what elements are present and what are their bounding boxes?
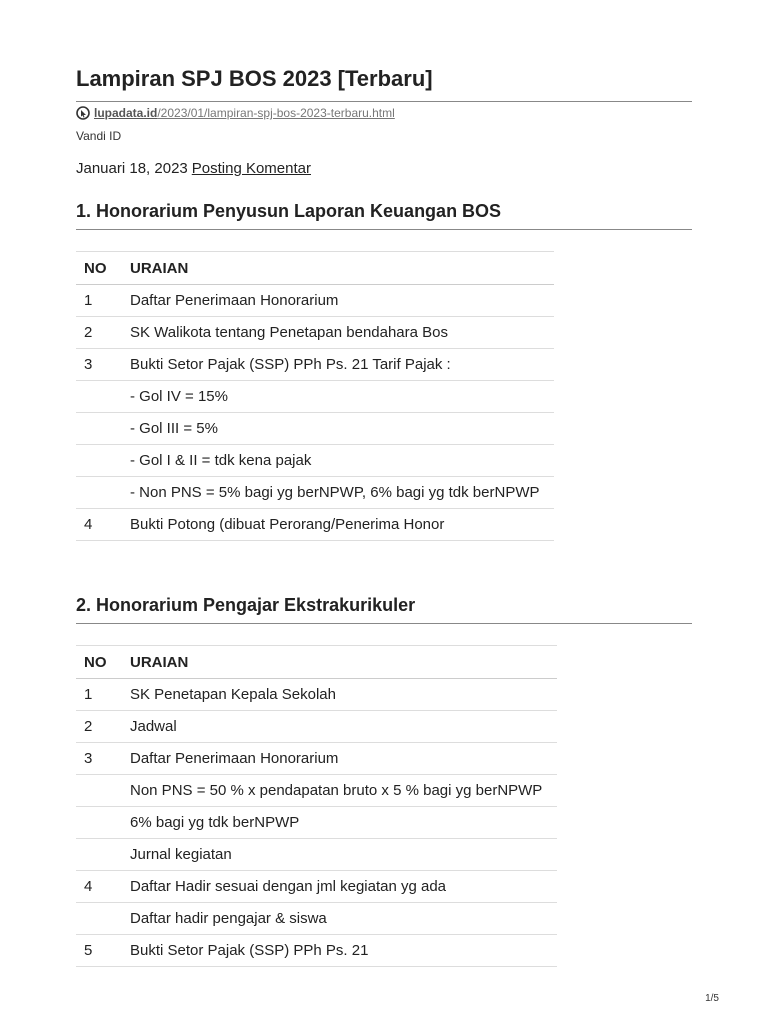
row-number: 3 [76, 349, 130, 381]
row-uraian: Daftar Hadir sesuai dengan jml kegiatan yg ada [130, 871, 557, 903]
row-uraian: Bukti Potong (dibuat Perorang/Penerima Honor [130, 509, 554, 541]
source-path[interactable]: /2023/01/lampiran-spj-bos-2023-terbaru.html [157, 106, 395, 120]
page-number: 1/5 [705, 993, 719, 1004]
row-number [76, 839, 130, 871]
section-2-heading: 2. Honorarium Pengajar Ekstrakurikuler [76, 595, 692, 624]
row-uraian: - Gol III = 5% [130, 413, 554, 445]
column-header-no: NO [76, 646, 130, 679]
comment-link[interactable]: Posting Komentar [191, 160, 311, 177]
section-2-table [76, 645, 557, 967]
table-row [76, 413, 554, 445]
row-uraian: - Gol I & II = tdk kena pajak [130, 445, 554, 477]
row-number [76, 903, 130, 935]
column-header-uraian: URAIAN [130, 646, 557, 679]
table-row [76, 679, 557, 711]
source-domain[interactable]: lupadata.id [94, 106, 158, 120]
row-uraian: SK Penetapan Kepala Sekolah [130, 679, 557, 711]
table-row [76, 743, 557, 775]
row-uraian: Jadwal [130, 711, 557, 743]
column-header-no: NO [76, 252, 130, 285]
row-number [76, 807, 130, 839]
dateline [76, 160, 311, 177]
row-number [76, 413, 130, 445]
column-header-uraian: URAIAN [130, 252, 554, 285]
table-row [76, 317, 554, 349]
table-row [76, 839, 557, 871]
row-uraian: Jurnal kegiatan [130, 839, 557, 871]
table-row [76, 285, 554, 317]
section-1-heading: 1. Honorarium Penyusun Laporan Keuangan BOS [76, 201, 692, 230]
row-number: 4 [76, 871, 130, 903]
table-row [76, 477, 554, 509]
row-uraian: Bukti Setor Pajak (SSP) PPh Ps. 21 Tarif Pajak : [130, 349, 554, 381]
row-number [76, 445, 130, 477]
lupadata-logo-icon [76, 106, 90, 120]
row-number [76, 477, 130, 509]
row-number: 2 [76, 317, 130, 349]
row-uraian: Bukti Setor Pajak (SSP) PPh Ps. 21 [130, 935, 557, 967]
table-row [76, 349, 554, 381]
table-row [76, 903, 557, 935]
table-row [76, 807, 557, 839]
row-number [76, 381, 130, 413]
source-link[interactable] [76, 106, 395, 120]
row-number: 4 [76, 509, 130, 541]
row-number: 2 [76, 711, 130, 743]
row-uraian: 6% bagi yg tdk berNPWP [130, 807, 557, 839]
row-uraian: Non PNS = 50 % x pendapatan bruto x 5 % bagi yg berNPWP [130, 775, 557, 807]
post-date: Januari 18, 2023 [76, 160, 188, 177]
table-row [76, 509, 554, 541]
row-uraian: Daftar Penerimaan Honorarium [130, 285, 554, 317]
row-uraian: Daftar hadir pengajar & siswa [130, 903, 557, 935]
row-number: 1 [76, 679, 130, 711]
article-title: Lampiran SPJ BOS 2023 [Terbaru] [76, 66, 692, 102]
row-number [76, 775, 130, 807]
table-row [76, 381, 554, 413]
row-uraian: SK Walikota tentang Penetapan bendahara Bos [130, 317, 554, 349]
table-row [76, 871, 557, 903]
row-uraian: - Gol IV = 15% [130, 381, 554, 413]
row-number: 3 [76, 743, 130, 775]
table-header-row [76, 646, 557, 679]
table-row [76, 775, 557, 807]
table-row [76, 445, 554, 477]
table-row [76, 711, 557, 743]
row-uraian: Daftar Penerimaan Honorarium [130, 743, 557, 775]
row-number: 5 [76, 935, 130, 967]
author-name: Vandi ID [76, 129, 122, 143]
row-number: 1 [76, 285, 130, 317]
table-header-row [76, 252, 554, 285]
table-row [76, 935, 557, 967]
row-uraian: - Non PNS = 5% bagi yg berNPWP, 6% bagi yg tdk berNPWP [130, 477, 554, 509]
section-1-table [76, 251, 554, 541]
